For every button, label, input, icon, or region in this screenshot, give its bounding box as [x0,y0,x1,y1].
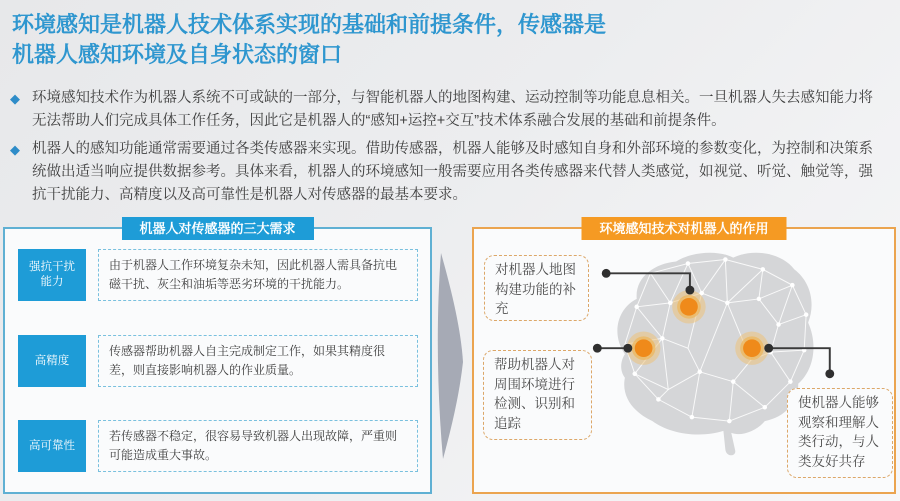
bullet-item [10,87,882,133]
requirement-description-text: 由于机器人工作环境复杂未知，因此机器人需具备抗电磁干扰、灰尘和油垢等恶劣环境的干扰能力。 [109,258,398,291]
requirement-label-text: 高精度 [34,354,70,367]
brain-node-top [672,290,705,323]
diamond-bullet-icon: ◆ [10,142,20,157]
page-title-line1: 环境感知是机器人技术体系实现的基础和前提条件，传感器是 [12,12,607,37]
page-title [12,10,772,70]
requirement-row-precision [18,335,418,387]
intro-bullets [10,87,882,212]
page-title-line2: 机器人感知环境及自身状态的窗口 [12,42,343,67]
requirement-label [18,249,86,301]
requirement-description [98,420,418,472]
callout-text: 使机器人能够观察和理解人类行动，与人类友好共存 [798,395,879,469]
bullet-item [10,138,882,207]
requirement-row-interference [18,249,418,301]
requirement-description [98,249,418,301]
brain-node-right [735,331,768,364]
perception-roles-panel [472,221,896,494]
requirement-label-text: 强抗干扰能力 [29,261,75,288]
callout-environment-detection [483,350,592,440]
requirement-description [98,335,418,387]
callout-map-building [484,255,589,321]
requirement-row-reliability [18,420,418,472]
sensor-requirements-header: 机器人对传感器的三大需求 [121,217,313,240]
bullet-text: 机器人的感知功能通常需要通过各类传感器来实现。借助传感器，机器人能够及时感知自身和外部环境的参数变化，为控制和决策系统做出适当响应提供数据参考。具体来看，机器人的环境感知一般需要应用各类传感器来代替人类感觉，如视觉、听觉、触觉等，强抗干扰能力、高精度以及高可靠性是机器人对传感器的最基本要求。 [32,141,873,203]
callout-text: 对机器人地图构建功能的补充 [495,262,576,316]
requirement-description-text: 传感器帮助机器人自主完成制定工作，如果其精度很差，则直接影响机器人的作业质量。 [109,344,386,377]
requirement-label [18,335,86,387]
diamond-bullet-icon: ◆ [10,91,20,106]
perception-roles-header: 环境感知技术对机器人的作用 [581,217,786,240]
callout-human-understanding [787,388,893,478]
callout-text: 帮助机器人对周围环境进行检测、识别和追踪 [494,357,575,431]
divider-arrow-icon [430,240,474,470]
requirement-description-text: 若传感器不稳定，很容易导致机器人出现故障，严重则可能造成重大事故。 [109,429,398,462]
requirement-label [18,420,86,472]
requirement-label-text: 高可靠性 [29,439,75,452]
bullet-text: 环境感知技术作为机器人系统不可或缺的一部分，与智能机器人的地图构建、运动控制等功能息息相关。一旦机器人失去感知能力将无法帮助人们完成具体工作任务，因此它是机器人的“感知+运控+交互”技术体系融合发展的基础和前提条件。 [32,90,873,129]
sensor-requirements-panel [3,221,432,494]
